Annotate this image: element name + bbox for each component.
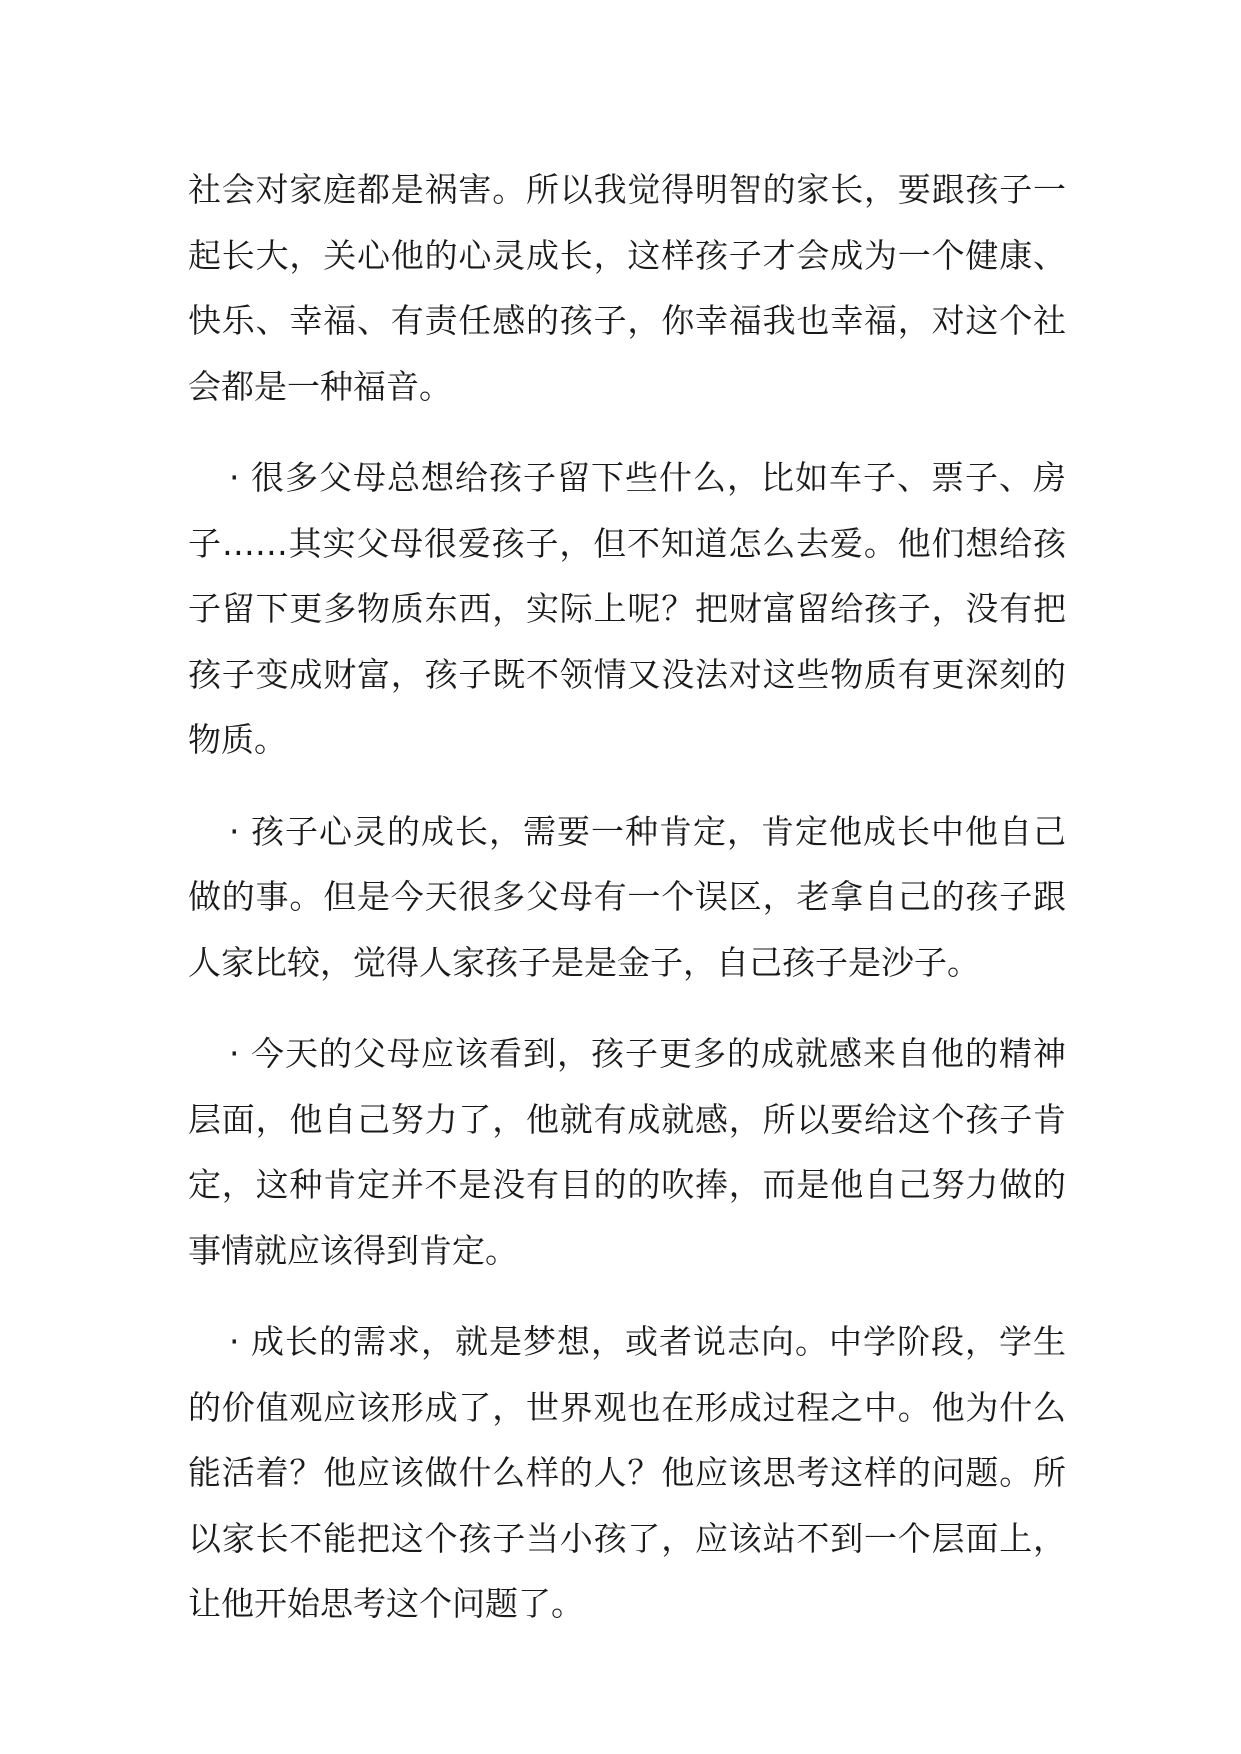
paragraph-achievement: · 今天的父母应该看到，孩子更多的成就感来自他的精神层面，他自己努力了，他就有成就感，所以要给这个孩子肯定，这种肯定并不是没有目的的吹捧，而是他自己努力做的事情就应该得到肯定。 [188,1034,1066,1270]
paragraph-material-wealth: · 很多父母总想给孩子留下些什么，比如车子、票子、房子……其实父母很爱孩子，但不知道怎么去爱。他们想给孩子留下更多物质东西，实际上呢？把财富留给孩子，没有把孩子变成财富，孩子既不领情又没法对这些物质有更深刻的物质。 [188,458,1066,759]
body-text [188,157,1066,1663]
paragraph-affirmation: · 孩子心灵的成长，需要一种肯定，肯定他成长中他自己做的事。但是今天很多父母有一个误区，老拿自己的孩子跟人家比较，觉得人家孩子是是金子，自己孩子是沙子。 [188,811,1066,982]
paragraph-aspiration: · 成长的需求，就是梦想，或者说志向。中学阶段，学生的价值观应该形成了，世界观也在形成过程之中。他为什么能活着？他应该做什么样的人？他应该思考这样的问题。所以家长不能把这个孩子当小孩了，应该站不到一个层面上，让他开始思考这个问题了。 [188,1322,1066,1623]
paragraph-continuation: 社会对家庭都是祸害。所以我觉得明智的家长，要跟孩子一起长大，关心他的心灵成长，这样孩子才会成为一个健康、快乐、幸福、有责任感的孩子，你幸福我也幸福，对这个社会都是一种福音。 [188,170,1066,406]
